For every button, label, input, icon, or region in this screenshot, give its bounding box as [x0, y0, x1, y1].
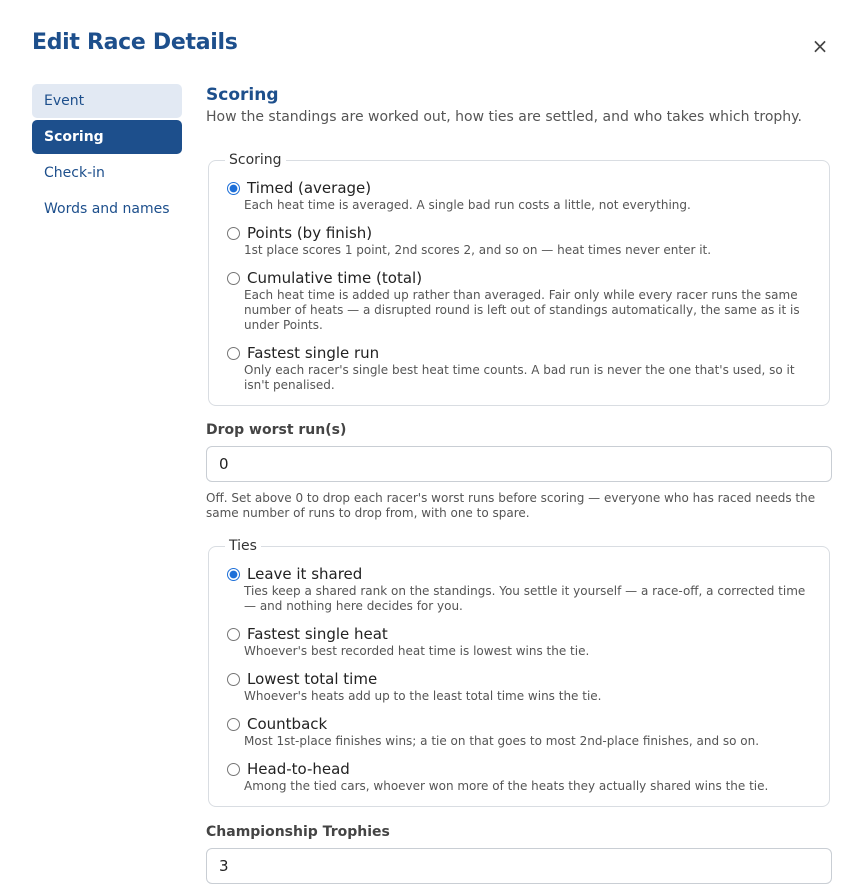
ties-option-countback — [225, 714, 813, 749]
drop-worst-help: Off. Set above 0 to drop each racer's worst runs before scoring — everyone who has raced needs the same number of runs to drop from, with one to spare. — [206, 491, 816, 520]
dialog-title: Edit Race Details — [32, 30, 238, 55]
scoring-option-row[interactable] — [225, 268, 813, 288]
drop-worst-input[interactable] — [206, 446, 832, 482]
option-label: Head-to-head — [247, 760, 350, 778]
sidebar-item-words-and-names[interactable]: Words and names — [44, 201, 170, 217]
scoring-option-fastest-single-run — [225, 343, 813, 393]
option-label: Cumulative time (total) — [247, 269, 423, 287]
scoring-radio-fastest-single-run[interactable] — [227, 347, 240, 360]
championship-trophies-input[interactable] — [206, 848, 832, 884]
scoring-option-cumulative-time — [225, 268, 813, 333]
ties-option-head-to-head — [225, 759, 813, 794]
scoring-panel — [206, 84, 832, 884]
option-help: Only each racer's single best heat time counts. A bad run is never the one that's used, so it isn't penalised. — [244, 363, 795, 392]
scoring-radio-timed-average[interactable] — [227, 182, 240, 195]
ties-option-row[interactable] — [225, 564, 813, 584]
option-help: 1st place scores 1 point, 2nd scores 2, and so on — heat times never enter it. — [244, 243, 712, 257]
ties-radio-head-to-head[interactable] — [227, 763, 240, 776]
ties-option-row[interactable] — [225, 624, 813, 644]
option-help: Among the tied cars, whoever won more of the heats they actually shared wins the tie. — [244, 779, 769, 793]
ties-group-legend: Ties — [229, 538, 257, 554]
sidebar-item-check-in[interactable]: Check-in — [44, 165, 105, 181]
sidebar-item-event[interactable]: Event — [32, 84, 182, 118]
section-description: How the standings are worked out, how ties are settled, and who takes which trophy. — [206, 109, 802, 125]
scoring-option-timed-average — [225, 178, 813, 213]
close-button[interactable]: × — [811, 34, 829, 58]
ties-radio-leave-shared[interactable] — [227, 568, 240, 581]
scoring-group-legend: Scoring — [229, 152, 282, 168]
ties-radio-fastest-single-heat[interactable] — [227, 628, 240, 641]
option-label: Timed (average) — [247, 179, 372, 197]
option-label: Fastest single run — [247, 344, 380, 362]
option-label: Countback — [247, 715, 328, 733]
ties-option-row[interactable] — [225, 669, 813, 689]
ties-option-row[interactable] — [225, 714, 813, 734]
option-help: Ties keep a shared rank on the standings. You settle it yourself — a race-off, a corrected time — and nothing here decides for you. — [244, 584, 806, 613]
option-help: Whoever's heats add up to the least total time wins the tie. — [244, 689, 602, 703]
section-title: Scoring — [206, 85, 279, 105]
ties-option-fastest-single-heat — [225, 624, 813, 659]
championship-trophies-label: Championship Trophies — [206, 824, 390, 840]
scoring-option-points — [225, 223, 813, 258]
ties-group — [208, 538, 830, 807]
drop-worst-label: Drop worst run(s) — [206, 422, 347, 438]
option-help: Each heat time is added up rather than averaged. Fair only while every racer runs the same number of heats — a disrupted round is left out of standings automatically, the same as it is under Points. — [244, 288, 800, 332]
scoring-radio-cumulative-time[interactable] — [227, 272, 240, 285]
scoring-radio-points[interactable] — [227, 227, 240, 240]
ties-option-lowest-total-time — [225, 669, 813, 704]
sidebar-nav — [32, 84, 182, 228]
scoring-option-row[interactable] — [225, 343, 813, 363]
scoring-option-row[interactable] — [225, 178, 813, 198]
ties-option-leave-shared — [225, 564, 813, 614]
option-help: Each heat time is averaged. A single bad run costs a little, not everything. — [244, 198, 691, 212]
option-label: Fastest single heat — [247, 625, 388, 643]
sidebar-item-scoring[interactable]: Scoring — [32, 120, 182, 154]
ties-option-row[interactable] — [225, 759, 813, 779]
option-label: Leave it shared — [247, 565, 363, 583]
option-label: Lowest total time — [247, 670, 378, 688]
scoring-option-row[interactable] — [225, 223, 813, 243]
option-help: Most 1st-place finishes wins; a tie on that goes to most 2nd-place finishes, and so on. — [244, 734, 760, 748]
scoring-method-group — [208, 152, 830, 406]
option-label: Points (by finish) — [247, 224, 373, 242]
ties-radio-countback[interactable] — [227, 718, 240, 731]
ties-radio-lowest-total-time[interactable] — [227, 673, 240, 686]
option-help: Whoever's best recorded heat time is lowest wins the tie. — [244, 644, 590, 658]
